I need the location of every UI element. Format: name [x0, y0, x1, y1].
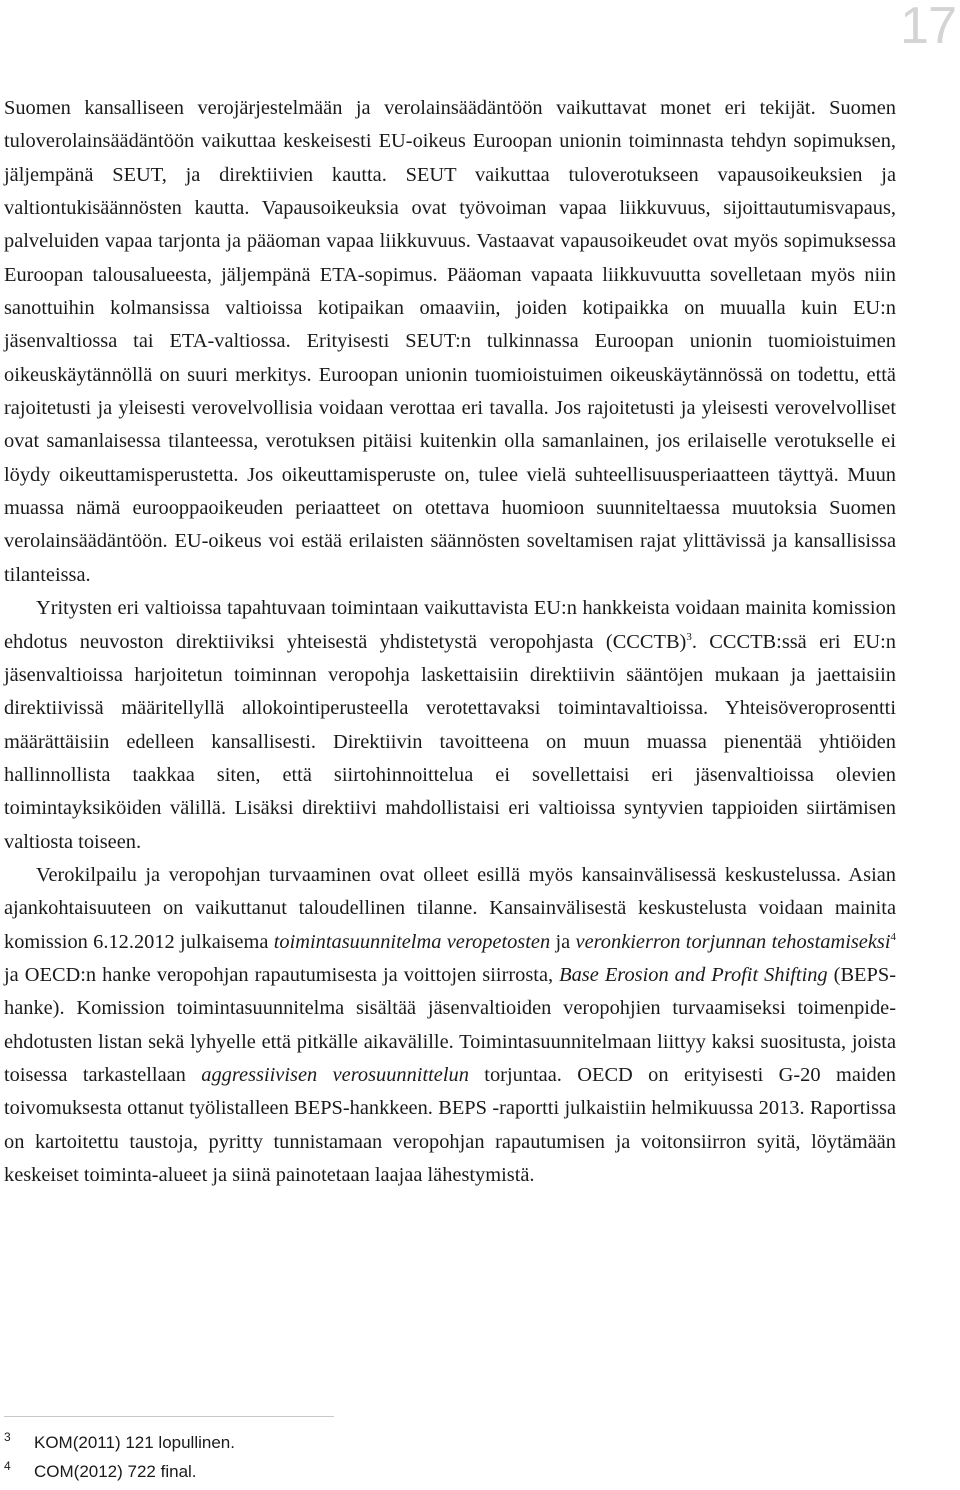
text-segment: Verokilpailu ja veropohjan turvaaminen ovat olleet esillä myös kansainvälisessä keskustelussa. Asian ajankohtaisuuteen on vaikuttanut taloudellinen tilanne. Kansainvälisestä keskustelusta voidaan mainita komission 6.12.2012 julkaisema [4, 863, 896, 953]
paragraph-2 [4, 592, 896, 859]
page-number: 17 [900, 0, 956, 55]
paragraph-3 [4, 859, 896, 1192]
body-text [4, 92, 896, 1192]
italic-text: Base Erosion and Profit Shifting [559, 963, 828, 986]
paragraph-1 [4, 92, 896, 592]
text-segment: Suomen kansalliseen verojärjestelmään ja verolainsäädäntöön vaikuttavat monet eri tekijät. Suomen tuloverolainsäädäntöön vaikuttaa keskeisesti EU-oikeus Euroopan unionin toiminnasta tehdyn sopimuksen, jäljempänä SEUT, ja direktiivien kautta. SEUT vaikuttaa tuloverotukseen vapausoikeuksien ja valtiontukisäännösten kautta. Vapausoikeuksia ovat työvoiman vapaa liikkuvuus, sijoittautumisvapaus, palveluiden vapaa tarjonta ja pääoman vapaa liikkuvuus. Vastaavat vapausoikeudet ovat myös sopimuksessa Euroopan talousalueesta, jäljempänä ETA-sopimus. Pääoman vapaata liikkuvuutta sovelletaan myös niin sanottuihin kolmansissa valtioissa kotipaikan omaaviin, joiden kotipaikka on muualla kuin EU:n jäsenvaltiossa tai ETA-valtiossa. Erityisesti SEUT:n tulkinnassa Euroopan unionin tuomioistuimen oikeuskäytännöllä on suuri merkitys. Euroopan unionin tuomioistuimen oikeuskäytännössä on todettu, että rajoitetusti ja yleisesti verovelvollisia voidaan verottaa eri tavalla. Jos rajoitetusti ja yleisesti verovelvolliset ovat samanlaisessa tilanteessa, verotuksen pitäisi kuitenkin olla samanlainen, jos erilaiselle verotukselle ei löydy oikeuttamisperustetta. Jos oikeuttamisperuste on, tulee vielä suhteellisuusperiaatteen täyttyä. Muun muassa nämä eurooppaoikeuden periaatteet on otettava huomioon suunniteltaessa muutoksia Suomen verolainsäädäntöön. EU-oikeus voi estää erilaisten säännösten soveltamisen rajat ylittävissä ja kansallisissa tilanteissa. [4, 97, 896, 586]
footnote-number: 4 [4, 1459, 11, 1473]
footnote-reference: 3 [686, 630, 692, 643]
footnote-text: COM(2012) 722 final. [34, 1462, 197, 1481]
text-segment: (BEPS-hanke). Komission toimintasuunnitelma sisältää jäsenvaltioiden veropohjien turvaamiseksi toimenpide-ehdotusten listan sekä lyhyelle että pitkälle aikavälille. Toimintasuunnitelmaan liittyy kaksi suositusta, joista toisessa tarkastellaan [4, 963, 896, 1086]
footnote-text: KOM(2011) 121 lopullinen. [34, 1433, 235, 1452]
italic-text: veronkierron torjunnan tehostamiseksi [575, 930, 891, 953]
footnote-divider [4, 1416, 334, 1417]
footnote-reference: 4 [890, 930, 896, 943]
text-segment: Yritysten eri valtioissa tapahtuvaan toimintaan vaikuttavista EU:n hankkeista voidaan mainita komission ehdotus neuvoston direktiiviksi yhteisestä yhdistetystä veropohjasta (CCCTB) [4, 597, 896, 653]
text-segment: ja OECD:n hanke veropohjan rapautumisesta ja voittojen siirrosta, [4, 963, 560, 986]
text-segment: ja [550, 930, 576, 953]
text-segment: . CCCTB:ssä eri EU:n jäsenvaltioissa harjoitetun toiminnan veropohja laskettaisiin direktiivin sääntöjen mukaan ja jaettaisiin direktiivissä määritellyllä allokointiperusteella verotettavaksi toimintavaltioissa. Yhteisöveroprosentti määrättäisiin edelleen kansallisesti. Direktiivin tavoitteena on muun muassa pienentää yhtiöiden hallinnollista taakkaa siten, että siirtohinnoittelua ei sovellettaisi eri jäsenvaltioissa olevien toimintayksiköiden välillä. Lisäksi direktiivi mahdollistaisi eri valtioissa syntyvien tappioiden siirtämisen valtiosta toiseen. [4, 630, 896, 853]
italic-text: toimintasuunnitelma veropetosten [273, 930, 551, 953]
text-segment: torjuntaa. OECD on erityisesti G-20 maiden toivomuksesta ottanut työlistalleen BEPS-hankkeen. BEPS -raportti julkaistiin helmikuussa 2013. Raportissa on kartoitettu taustoja, pyritty tunnistamaan veropohjan rapautumisen ja voitonsiirron syitä, löytämään keskeiset toiminta-alueet ja siinä painotetaan laajaa lähestymistä. [4, 1063, 896, 1186]
italic-text: aggressiivisen verosuunnittelun [201, 1063, 469, 1086]
footnote-number: 3 [4, 1430, 11, 1444]
